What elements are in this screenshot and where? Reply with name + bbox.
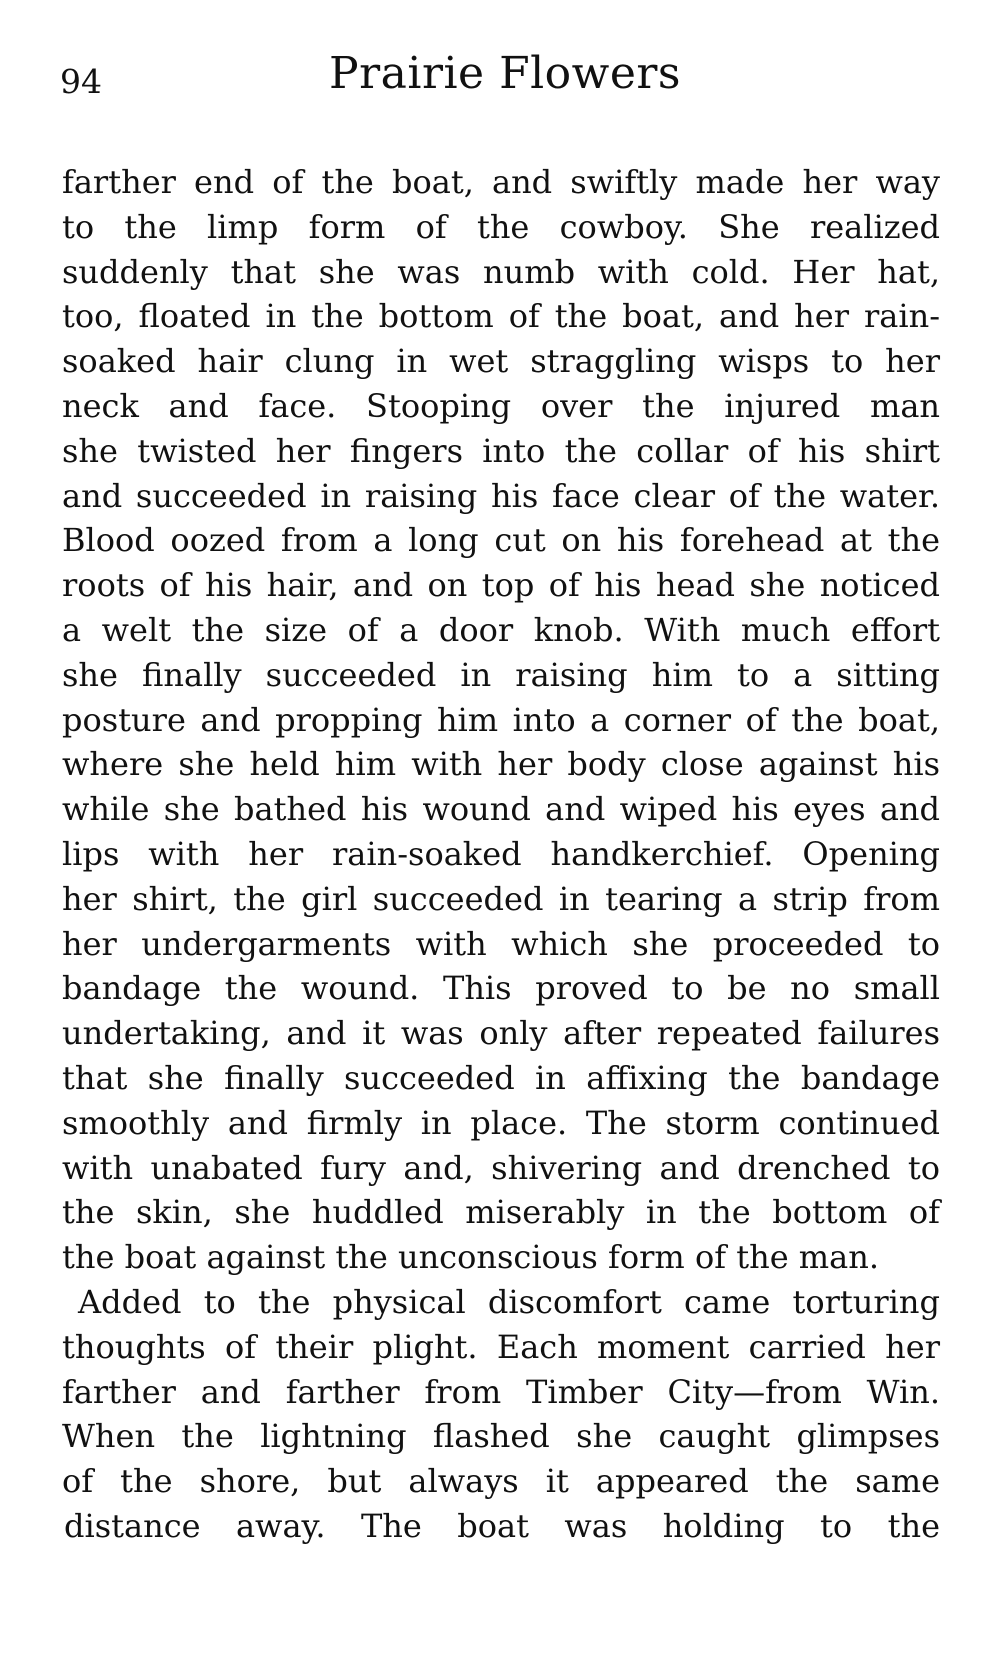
text-line: her shirt, the girl succeeded in tearing a strip from bbox=[62, 879, 940, 918]
text-line: where she held him with her body close against his bbox=[62, 745, 940, 784]
paragraph-start-line: Added to the physical discomfort came torturing bbox=[78, 1282, 940, 1321]
text-line: bandage the wound. This proved to be no small bbox=[62, 969, 940, 1008]
text-line: of the shore, but always it appeared the same bbox=[62, 1462, 940, 1501]
text-line: she finally succeeded in raising him to a sitting bbox=[62, 655, 940, 694]
text-line: soaked hair clung in wet straggling wisps to her bbox=[62, 342, 940, 381]
text-line: When the lightning flashed she caught glimpses bbox=[62, 1417, 940, 1456]
text-line: suddenly that she was numb with cold. Her hat, bbox=[62, 252, 940, 291]
text-line: neck and face. Stooping over the injured man bbox=[62, 386, 940, 425]
text-line: a welt the size of a door knob. With much effort bbox=[62, 610, 940, 649]
page-header bbox=[60, 44, 950, 114]
text-line: thoughts of their plight. Each moment carried her bbox=[62, 1327, 940, 1366]
text-line: too, floated in the bottom of the boat, and her rain- bbox=[62, 297, 940, 336]
text-line: posture and propping him into a corner of the boat, bbox=[62, 700, 940, 739]
running-title: Prairie Flowers bbox=[329, 48, 681, 99]
text-line: her undergarments with which she proceeded to bbox=[62, 924, 940, 963]
text-line: to the limp form of the cowboy. She realized bbox=[62, 207, 940, 246]
text-line: Blood oozed from a long cut on his forehead at the bbox=[62, 521, 940, 560]
paragraph-end-line: the boat against the unconscious form of the man. bbox=[62, 1238, 879, 1277]
text-line: while she bathed his wound and wiped his eyes and bbox=[62, 790, 940, 829]
text-line: smoothly and firmly in place. The storm continued bbox=[62, 1103, 940, 1142]
text-line: she twisted her fingers into the collar of his shirt bbox=[62, 431, 940, 470]
text-line: and succeeded in raising his face clear of the water. bbox=[62, 476, 940, 515]
text-line: the skin, she huddled miserably in the bottom of bbox=[62, 1193, 940, 1232]
text-line: roots of his hair, and on top of his head she noticed bbox=[62, 566, 940, 605]
text-line: distance away. The boat was holding to the bbox=[64, 1506, 940, 1545]
text-line: that she finally succeeded in affixing the bandage bbox=[62, 1058, 940, 1097]
text-line: with unabated fury and, shivering and drenched to bbox=[62, 1148, 940, 1187]
body-text bbox=[62, 160, 940, 1549]
text-line: undertaking, and it was only after repeated failures bbox=[62, 1014, 940, 1053]
text-line: farther and farther from Timber City—from Win. bbox=[62, 1372, 940, 1411]
text-line: lips with her rain-soaked handkerchief. Opening bbox=[62, 834, 940, 873]
page-number: 94 bbox=[60, 62, 102, 101]
text-line: farther end of the boat, and swiftly made her way bbox=[62, 163, 940, 201]
